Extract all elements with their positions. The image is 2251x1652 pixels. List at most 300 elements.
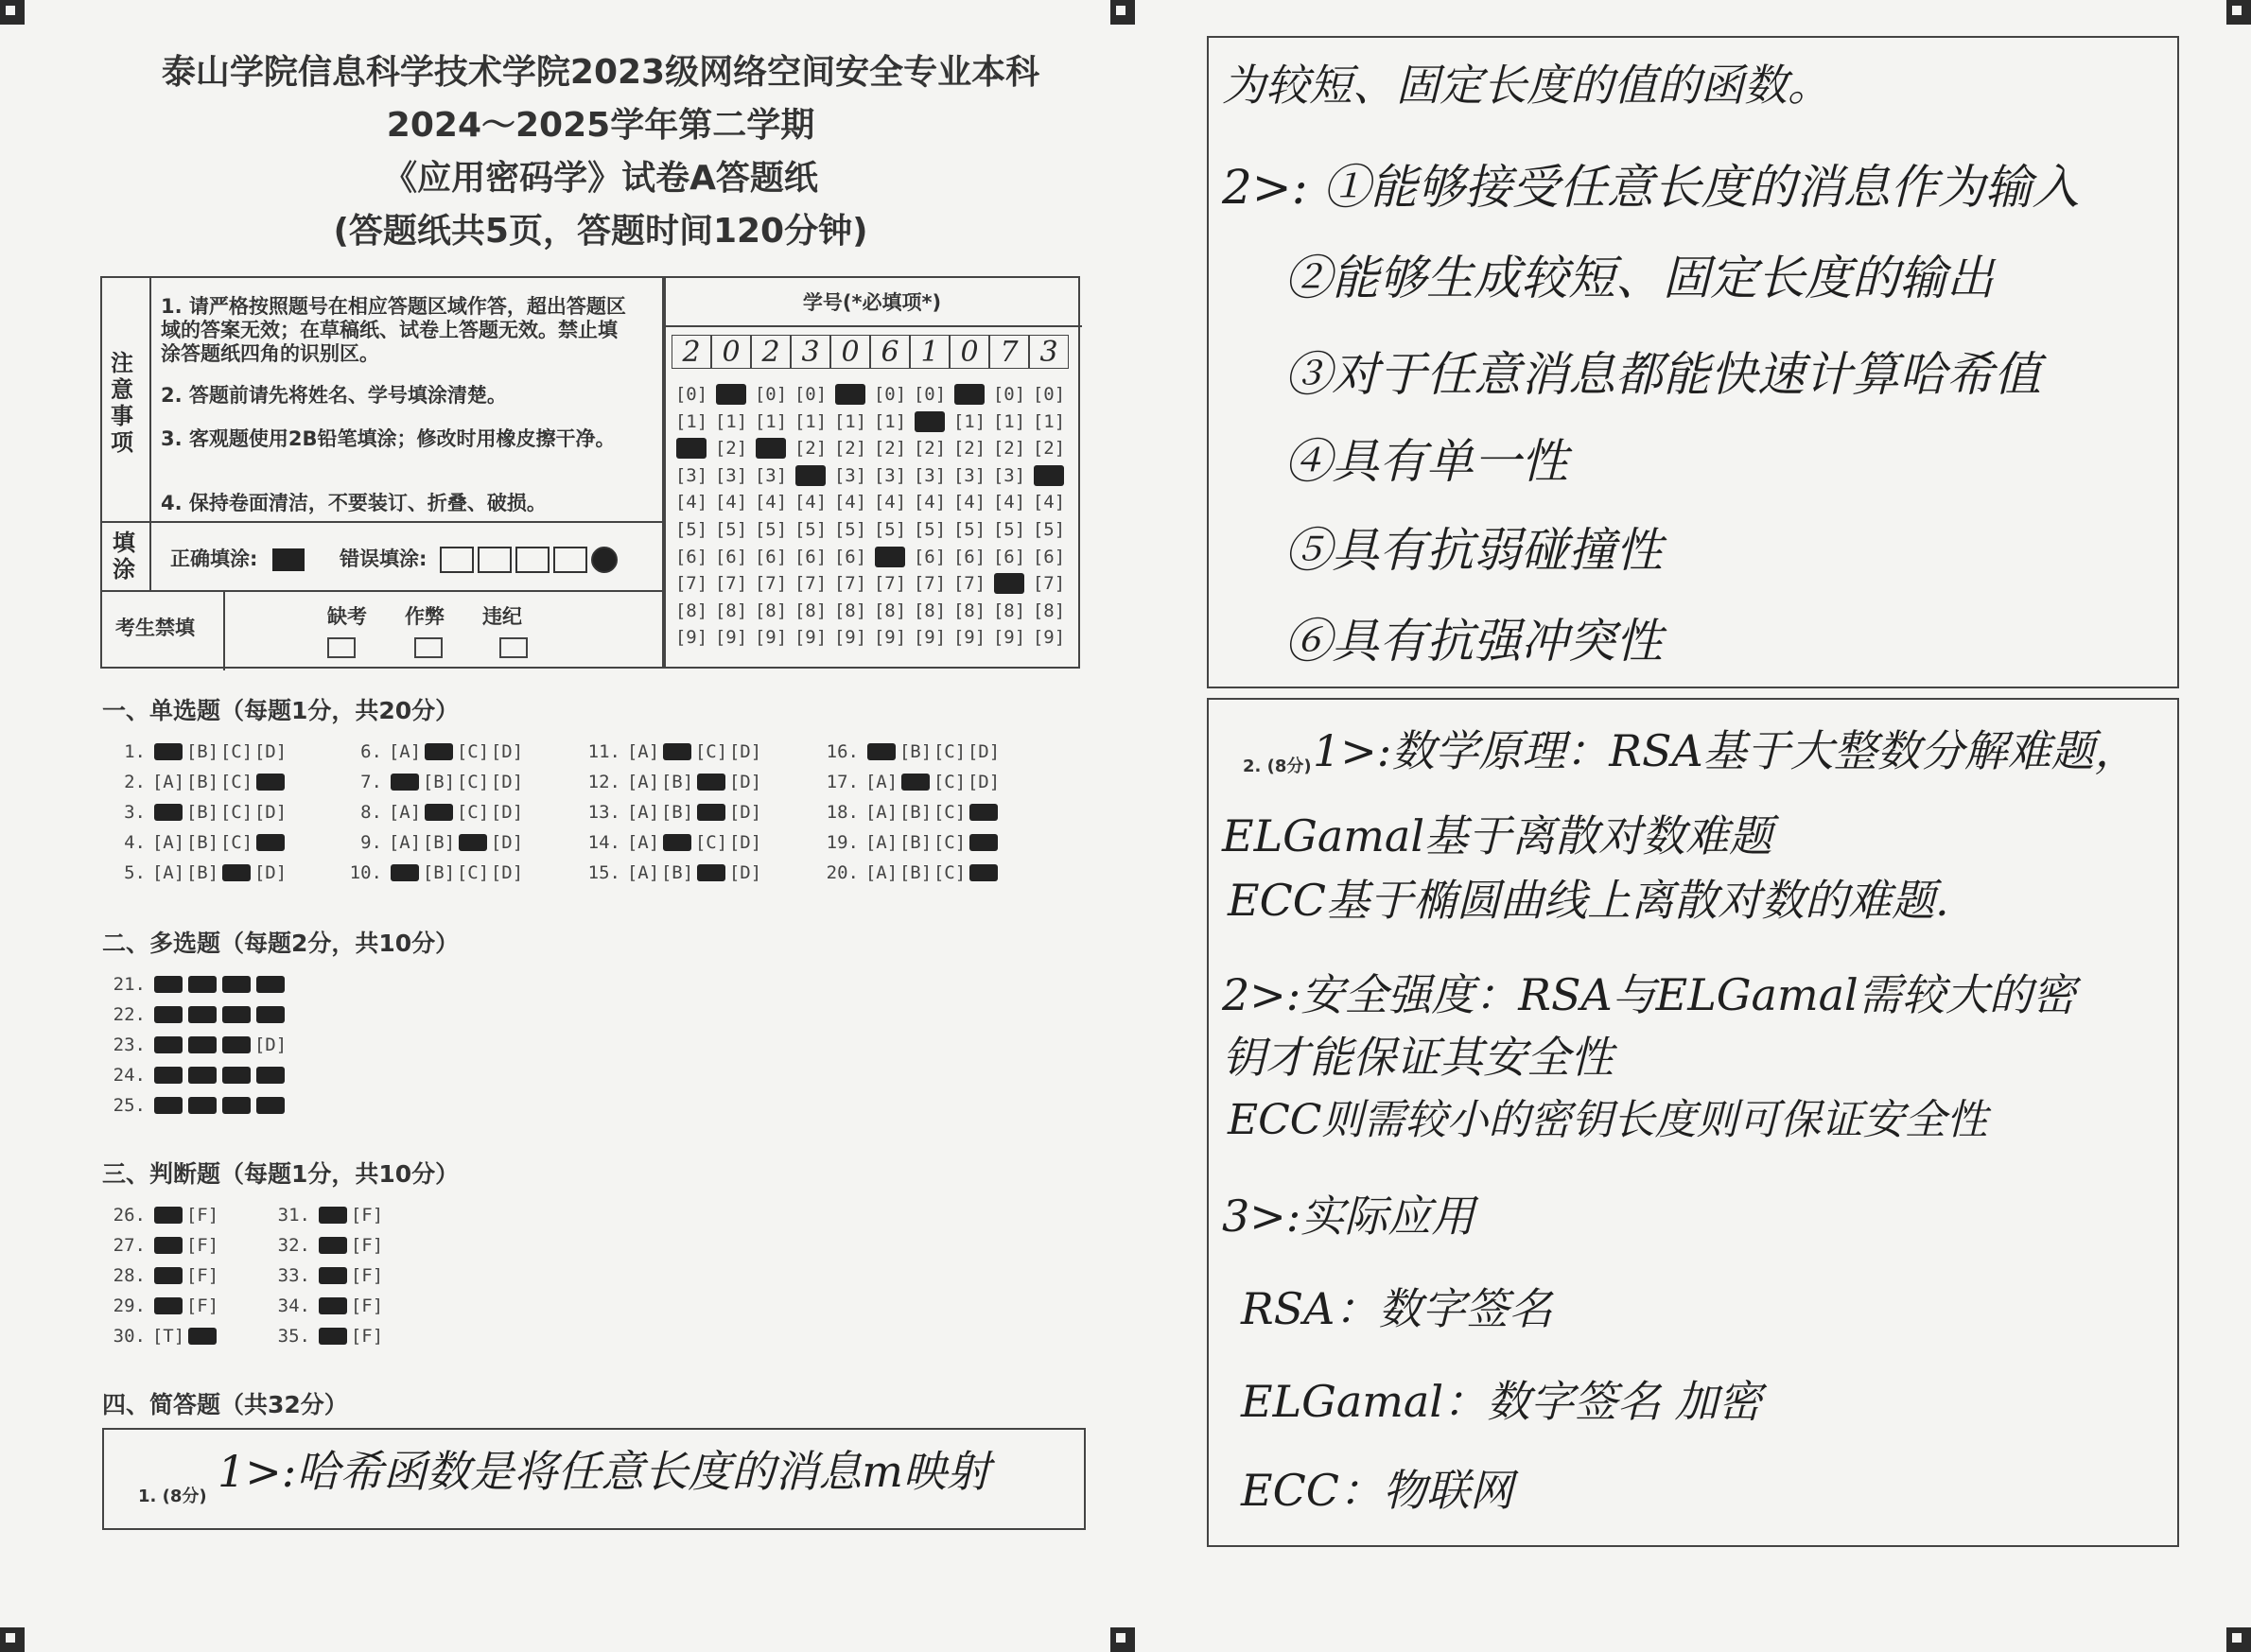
student-id-digit: 3 bbox=[1029, 335, 1069, 369]
answer-bubble-filled[interactable] bbox=[222, 976, 251, 993]
student-id-bubble[interactable]: [7] bbox=[952, 573, 986, 595]
answer-bubble[interactable]: [C] bbox=[933, 862, 967, 883]
student-id-bubble-filled[interactable] bbox=[875, 547, 905, 567]
answer-bubble[interactable]: [B] bbox=[660, 772, 694, 792]
answer-bubble-filled[interactable] bbox=[319, 1297, 347, 1314]
question-row bbox=[100, 974, 288, 995]
student-id-bubble-filled[interactable] bbox=[954, 384, 985, 405]
student-id-bubble[interactable]: [4] bbox=[714, 492, 748, 513]
answer-bubble-filled[interactable] bbox=[222, 1036, 251, 1053]
answer-bubble[interactable]: [D] bbox=[967, 772, 1001, 792]
student-id-bubble[interactable]: [0] bbox=[754, 384, 788, 405]
student-id-row bbox=[672, 438, 1069, 459]
student-id-bubble[interactable]: [5] bbox=[794, 519, 828, 540]
question-number: 20. bbox=[826, 862, 859, 883]
question-number: 33. bbox=[277, 1265, 310, 1286]
answer-bubble[interactable]: [B] bbox=[422, 772, 456, 792]
answer-bubble[interactable]: [F] bbox=[185, 1235, 219, 1256]
student-id-bubble[interactable]: [4] bbox=[754, 492, 788, 513]
q2-line-2: ELGamal基于离散对数难题 bbox=[1222, 810, 1773, 861]
corner-marker-br bbox=[2226, 1627, 2251, 1652]
answer-bubble-filled[interactable] bbox=[154, 1297, 183, 1314]
student-id-bubble[interactable]: [7] bbox=[674, 573, 708, 595]
answer-bubble[interactable]: [C] bbox=[219, 802, 253, 823]
question-row bbox=[813, 802, 1001, 823]
answer-bubble[interactable]: [A] bbox=[388, 741, 422, 762]
section-short-answer-title: 四、简答题（共32分） bbox=[102, 1391, 348, 1418]
student-id-bubble[interactable]: [6] bbox=[754, 546, 788, 567]
student-id-bubble[interactable]: [4] bbox=[873, 492, 907, 513]
answer-bubble[interactable]: [C] bbox=[456, 802, 490, 823]
student-id-bubble[interactable]: [1] bbox=[992, 410, 1026, 432]
student-id-bubble[interactable]: [0] bbox=[1032, 384, 1066, 405]
q2-line-4: 2>:安全强度：RSA与ELGamal需较大的密 bbox=[1222, 969, 2076, 1020]
answer-bubble[interactable]: [C] bbox=[933, 741, 967, 762]
notice-item-1: 1. 请严格按照题号在相应答题区域作答，超出答题区域的答案无效；在草稿纸、试卷上答题无效。禁止填涂答题纸四角的识别区。 bbox=[161, 295, 626, 365]
answer-bubble[interactable]: [C] bbox=[219, 772, 253, 792]
fill-label: 填 涂 bbox=[113, 530, 135, 583]
answer-bubble[interactable]: [A] bbox=[388, 802, 422, 823]
student-id-bubble[interactable]: [9] bbox=[794, 627, 828, 649]
answer-bubble[interactable]: [A] bbox=[626, 741, 660, 762]
answer-bubble[interactable]: [D] bbox=[253, 802, 288, 823]
answer-bubble[interactable]: [D] bbox=[728, 741, 762, 762]
answer-bubble[interactable]: [C] bbox=[456, 862, 490, 883]
student-id-bubble[interactable]: [1] bbox=[714, 410, 748, 432]
student-id-bubble-filled[interactable] bbox=[994, 573, 1024, 594]
answer-bubble[interactable]: [B] bbox=[185, 741, 219, 762]
question-row bbox=[813, 862, 1001, 883]
student-id-row bbox=[672, 519, 1069, 540]
student-id-bubble[interactable]: [1] bbox=[674, 410, 708, 432]
answer-bubble-filled[interactable] bbox=[319, 1267, 347, 1284]
answer-bubble-filled[interactable] bbox=[154, 1097, 183, 1114]
answer-bubble[interactable]: [C] bbox=[456, 741, 490, 762]
student-id-bubble[interactable]: [8] bbox=[754, 600, 788, 621]
question-number: 7. bbox=[360, 772, 382, 792]
answer-bubble[interactable]: [D] bbox=[253, 1035, 288, 1055]
student-id-bubble[interactable]: [3] bbox=[913, 464, 947, 486]
student-id-bubble[interactable]: [4] bbox=[952, 492, 986, 513]
question-row bbox=[100, 741, 288, 762]
answer-bubble[interactable]: [B] bbox=[422, 832, 456, 853]
student-id-bubble[interactable]: [3] bbox=[833, 464, 867, 486]
student-id-bubble[interactable]: [4] bbox=[1032, 492, 1066, 513]
student-id-bubble[interactable]: [9] bbox=[992, 627, 1026, 649]
student-id-bubble[interactable]: [9] bbox=[833, 627, 867, 649]
question-number: 24. bbox=[113, 1065, 146, 1086]
student-id-bubble[interactable]: [7] bbox=[754, 573, 788, 595]
answer-bubble[interactable]: [T] bbox=[151, 1326, 185, 1347]
forbid-discipline: 违纪 bbox=[482, 605, 522, 628]
answer-bubble-filled[interactable] bbox=[969, 864, 998, 881]
student-id-row bbox=[672, 492, 1069, 513]
question-number: 15. bbox=[587, 862, 620, 883]
answer-bubble-filled[interactable] bbox=[425, 743, 453, 760]
student-id-bubble[interactable]: [0] bbox=[992, 384, 1026, 405]
answer-bubble[interactable]: [D] bbox=[490, 802, 524, 823]
student-id-bubble[interactable]: [8] bbox=[794, 600, 828, 621]
student-id-bubble[interactable]: [1] bbox=[873, 410, 907, 432]
student-id-bubble[interactable]: [9] bbox=[952, 627, 986, 649]
student-id-bubble[interactable]: [4] bbox=[913, 492, 947, 513]
answer-bubble[interactable]: [B] bbox=[185, 802, 219, 823]
student-id-bubble[interactable]: [0] bbox=[794, 384, 828, 405]
student-id-bubble[interactable]: [5] bbox=[833, 519, 867, 540]
answer-bubble[interactable]: [D] bbox=[967, 741, 1001, 762]
student-id-bubble-filled[interactable] bbox=[915, 411, 945, 432]
answer-bubble[interactable]: [C] bbox=[694, 832, 728, 853]
answer-bubble[interactable]: [D] bbox=[253, 741, 288, 762]
answer-bubble[interactable]: [A] bbox=[864, 802, 899, 823]
student-id-bubble-filled[interactable] bbox=[756, 438, 786, 459]
student-id-bubble[interactable]: [9] bbox=[674, 627, 708, 649]
question-number: 28. bbox=[113, 1265, 146, 1286]
question-row bbox=[337, 772, 524, 792]
student-id-bubble[interactable]: [8] bbox=[992, 600, 1026, 621]
answer-bubble[interactable]: [B] bbox=[660, 802, 694, 823]
question-row bbox=[575, 832, 762, 853]
answer-bubble-filled[interactable] bbox=[867, 743, 896, 760]
notice-item-3: 3. 客观题使用2B铅笔填涂；修改时用橡皮擦干净。 bbox=[161, 427, 616, 450]
question-row bbox=[575, 802, 762, 823]
notice-item-4: 4. 保持卷面清洁，不要装订、折叠、破损。 bbox=[161, 492, 547, 514]
answer-bubble[interactable]: [C] bbox=[933, 802, 967, 823]
answer-bubble-filled[interactable] bbox=[222, 1097, 251, 1114]
answer-bubble-filled[interactable] bbox=[222, 864, 251, 881]
answer-bubble-filled[interactable] bbox=[154, 1237, 183, 1254]
student-id-bubble[interactable]: [8] bbox=[873, 600, 907, 621]
student-id-bubble[interactable]: [2] bbox=[952, 438, 986, 460]
student-id-bubble[interactable]: [8] bbox=[913, 600, 947, 621]
q2-line-3: ECC基于椭圆曲线上离散对数的难题. bbox=[1228, 875, 1949, 926]
answer-bubble[interactable]: [C] bbox=[219, 832, 253, 853]
answer-bubble[interactable]: [F] bbox=[185, 1265, 219, 1286]
corner-marker-tc bbox=[1110, 0, 1135, 25]
student-id-bubble[interactable]: [5] bbox=[913, 519, 947, 540]
question-row bbox=[100, 1235, 219, 1256]
forbid-cheat: 作弊 bbox=[405, 605, 445, 628]
answer-bubble[interactable]: [A] bbox=[151, 862, 185, 883]
answer-bubble-filled[interactable] bbox=[969, 834, 998, 851]
answer-bubble[interactable]: [B] bbox=[660, 862, 694, 883]
question-row bbox=[100, 1004, 288, 1025]
student-id-bubble[interactable]: [6] bbox=[714, 546, 748, 567]
student-id-bubble[interactable]: [5] bbox=[992, 519, 1026, 540]
student-id-bubble[interactable]: [7] bbox=[833, 573, 867, 595]
student-id-digit: 1 bbox=[910, 335, 950, 369]
student-id-bubble[interactable]: [3] bbox=[992, 464, 1026, 486]
student-id-bubble[interactable]: [7] bbox=[794, 573, 828, 595]
q2-line-9: ELGamal：数字签名 加密 bbox=[1241, 1376, 1762, 1427]
q2-line-6: ECC则需较小的密钥长度则可保证安全性 bbox=[1228, 1096, 1988, 1144]
student-id-bubble[interactable]: [0] bbox=[674, 384, 708, 405]
student-id-bubble[interactable]: [6] bbox=[913, 546, 947, 567]
q1-line-2: ②能够生成较短、固定长度的输出 bbox=[1284, 251, 1994, 305]
student-id-bubble[interactable]: [9] bbox=[714, 627, 748, 649]
answer-bubble-filled[interactable] bbox=[256, 774, 285, 791]
student-id-bubble-filled[interactable] bbox=[1034, 465, 1064, 486]
student-id-bubble[interactable]: [1] bbox=[833, 410, 867, 432]
answer-bubble-filled[interactable] bbox=[697, 774, 725, 791]
answer-bubble[interactable]: [D] bbox=[728, 772, 762, 792]
student-id-bubble[interactable]: [5] bbox=[952, 519, 986, 540]
student-id-row bbox=[672, 384, 1069, 405]
answer-bubble-filled[interactable] bbox=[188, 1097, 217, 1114]
student-id-bubble[interactable]: [9] bbox=[913, 627, 947, 649]
answer-bubble-filled[interactable] bbox=[697, 804, 725, 821]
student-id-bubble[interactable]: [9] bbox=[1032, 627, 1066, 649]
student-id-bubble[interactable]: [0] bbox=[913, 384, 947, 405]
corner-marker-bc bbox=[1110, 1627, 1135, 1652]
answer-bubble[interactable]: [A] bbox=[151, 832, 185, 853]
student-id-bubble-filled[interactable] bbox=[835, 384, 865, 405]
wrong-fill-label: 错误填涂: bbox=[340, 548, 428, 570]
student-id-bubble[interactable]: [5] bbox=[1032, 519, 1066, 540]
student-id-row bbox=[672, 465, 1069, 486]
question-row bbox=[575, 741, 762, 762]
student-id-bubble[interactable]: [6] bbox=[952, 546, 986, 567]
answer-bubble[interactable]: [B] bbox=[185, 772, 219, 792]
answer-bubble[interactable]: [A] bbox=[626, 802, 660, 823]
student-id-bubble[interactable]: [2] bbox=[714, 438, 748, 460]
answer-bubble[interactable]: [D] bbox=[253, 862, 288, 883]
question-row bbox=[100, 832, 288, 853]
answer-bubble-filled[interactable] bbox=[154, 1006, 183, 1023]
student-id-bubble-filled[interactable] bbox=[716, 384, 746, 405]
question-number: 6. bbox=[360, 741, 382, 762]
answer-bubble-filled[interactable] bbox=[391, 864, 419, 881]
question-number: 13. bbox=[587, 802, 620, 823]
student-id-bubble[interactable]: [6] bbox=[794, 546, 828, 567]
q1-cont: 为较短、固定长度的值的函数。 bbox=[1222, 60, 1831, 111]
answer-bubble-filled[interactable] bbox=[154, 1036, 183, 1053]
student-id-bubble[interactable]: [2] bbox=[913, 438, 947, 460]
question-row bbox=[575, 862, 762, 883]
answer-bubble-filled[interactable] bbox=[391, 774, 419, 791]
answer-bubble[interactable]: [A] bbox=[388, 832, 422, 853]
student-id-box bbox=[664, 276, 1080, 669]
answer-bubble-filled[interactable] bbox=[154, 1067, 183, 1084]
student-id-bubble[interactable]: [4] bbox=[992, 492, 1026, 513]
student-id-bubble[interactable]: [8] bbox=[833, 600, 867, 621]
question-number: 27. bbox=[113, 1235, 146, 1256]
answer-bubble[interactable]: [F] bbox=[350, 1205, 384, 1226]
answer-bubble[interactable]: [C] bbox=[219, 741, 253, 762]
question-number: 22. bbox=[113, 1004, 146, 1025]
answer-bubble-filled[interactable] bbox=[697, 864, 725, 881]
answer-bubble-filled[interactable] bbox=[154, 1207, 183, 1224]
answer-bubble-filled[interactable] bbox=[901, 774, 930, 791]
answer-bubble[interactable]: [A] bbox=[151, 772, 185, 792]
answer-bubble[interactable]: [D] bbox=[728, 832, 762, 853]
answer-bubble-filled[interactable] bbox=[319, 1328, 347, 1345]
student-id-bubble[interactable]: [8] bbox=[952, 600, 986, 621]
corner-marker-tr bbox=[2226, 0, 2251, 25]
student-id-bubble[interactable]: [2] bbox=[992, 438, 1026, 460]
answer-bubble-filled[interactable] bbox=[319, 1237, 347, 1254]
answer-bubble[interactable]: [D] bbox=[490, 832, 524, 853]
answer-bubble-filled[interactable] bbox=[154, 1267, 183, 1284]
student-id-bubble[interactable]: [4] bbox=[674, 492, 708, 513]
student-id-bubble[interactable]: [8] bbox=[1032, 600, 1066, 621]
question-number: 12. bbox=[587, 772, 620, 792]
student-id-bubble[interactable]: [6] bbox=[833, 546, 867, 567]
question-number: 23. bbox=[113, 1035, 146, 1055]
student-id-bubble[interactable]: [2] bbox=[794, 438, 828, 460]
answer-bubble-filled[interactable] bbox=[319, 1207, 347, 1224]
answer-bubble-filled[interactable] bbox=[154, 743, 183, 760]
student-id-digit: 0 bbox=[711, 335, 751, 369]
student-id-bubble[interactable]: [5] bbox=[754, 519, 788, 540]
student-id-bubble[interactable]: [3] bbox=[873, 464, 907, 486]
student-id-bubble[interactable]: [7] bbox=[1032, 573, 1066, 595]
question-row bbox=[100, 1265, 219, 1286]
answer-bubble-filled[interactable] bbox=[256, 1006, 285, 1023]
answer-bubble-filled[interactable] bbox=[256, 976, 285, 993]
answer-bubble[interactable]: [A] bbox=[864, 862, 899, 883]
student-id-bubble[interactable]: [2] bbox=[873, 438, 907, 460]
answer-bubble[interactable]: [D] bbox=[490, 741, 524, 762]
student-id-bubble[interactable]: [3] bbox=[754, 464, 788, 486]
answer-bubble-filled[interactable] bbox=[425, 804, 453, 821]
answer-bubble-filled[interactable] bbox=[188, 976, 217, 993]
correct-fill-sample bbox=[272, 548, 305, 571]
question-number: 25. bbox=[113, 1095, 146, 1116]
question-number: 8. bbox=[360, 802, 382, 823]
answer-bubble[interactable]: [B] bbox=[899, 862, 933, 883]
question-number: 29. bbox=[113, 1296, 146, 1316]
forbid-absent-checkbox[interactable] bbox=[327, 637, 356, 658]
answer-bubble[interactable]: [A] bbox=[626, 772, 660, 792]
student-id-bubble[interactable]: [7] bbox=[913, 573, 947, 595]
student-id-bubble[interactable]: [6] bbox=[992, 546, 1026, 567]
student-id-bubble[interactable]: [2] bbox=[1032, 438, 1066, 460]
student-id-bubble[interactable]: [6] bbox=[1032, 546, 1066, 567]
question-row bbox=[100, 1065, 288, 1086]
student-id-bubble[interactable]: [9] bbox=[754, 627, 788, 649]
answer-bubble[interactable]: [F] bbox=[350, 1296, 384, 1316]
answer-bubble[interactable]: [C] bbox=[933, 832, 967, 853]
student-id-bubble[interactable]: [5] bbox=[873, 519, 907, 540]
answer-bubble[interactable]: [F] bbox=[185, 1205, 219, 1226]
student-id-row bbox=[672, 411, 1069, 432]
answer-bubble-filled[interactable] bbox=[459, 834, 487, 851]
answer-bubble[interactable]: [F] bbox=[350, 1326, 384, 1347]
answer-bubble[interactable]: [A] bbox=[864, 832, 899, 853]
student-id-bubble[interactable]: [7] bbox=[873, 573, 907, 595]
student-id-bubble[interactable]: [4] bbox=[794, 492, 828, 513]
question-number: 10. bbox=[349, 862, 382, 883]
answer-bubble[interactable]: [D] bbox=[490, 862, 524, 883]
student-id-bubble[interactable]: [8] bbox=[674, 600, 708, 621]
student-id-bubble-filled[interactable] bbox=[795, 465, 826, 486]
answer-bubble[interactable]: [D] bbox=[490, 772, 524, 792]
answer-bubble-filled[interactable] bbox=[222, 1006, 251, 1023]
answer-bubble-filled[interactable] bbox=[154, 804, 183, 821]
student-id-bubble[interactable]: [1] bbox=[794, 410, 828, 432]
answer-bubble[interactable]: [F] bbox=[185, 1296, 219, 1316]
answer-bubble[interactable]: [A] bbox=[864, 772, 899, 792]
student-id-bubble[interactable]: [0] bbox=[873, 384, 907, 405]
student-id-bubble[interactable]: [9] bbox=[873, 627, 907, 649]
question-row bbox=[265, 1326, 384, 1347]
answer-bubble-filled[interactable] bbox=[222, 1067, 251, 1084]
student-id-bubble[interactable]: [6] bbox=[674, 546, 708, 567]
student-id-label: 学号(*必填项*) bbox=[802, 291, 942, 314]
answer-bubble[interactable]: [A] bbox=[626, 832, 660, 853]
question-number: 5. bbox=[124, 862, 146, 883]
answer-bubble[interactable]: [D] bbox=[728, 862, 762, 883]
student-id-bubble[interactable]: [2] bbox=[833, 438, 867, 460]
answer-bubble[interactable]: [F] bbox=[350, 1265, 384, 1286]
student-id-bubble[interactable]: [1] bbox=[952, 410, 986, 432]
q1-answer-box-right bbox=[1207, 36, 2179, 688]
answer-bubble[interactable]: [B] bbox=[899, 832, 933, 853]
q2-label: 2. (8分) bbox=[1243, 756, 1312, 776]
answer-bubble-filled[interactable] bbox=[154, 976, 183, 993]
student-id-bubble[interactable]: [3] bbox=[674, 464, 708, 486]
question-number: 1. bbox=[124, 741, 146, 762]
answer-bubble-filled[interactable] bbox=[663, 743, 691, 760]
answer-bubble[interactable]: [B] bbox=[422, 862, 456, 883]
answer-bubble-filled[interactable] bbox=[256, 1097, 285, 1114]
student-id-bubble[interactable]: [3] bbox=[714, 464, 748, 486]
q2-line-10: ECC：物联网 bbox=[1241, 1465, 1513, 1516]
forbid-label: 考生禁填 bbox=[115, 617, 195, 639]
question-row bbox=[100, 1326, 219, 1347]
student-id-bubble[interactable]: [7] bbox=[714, 573, 748, 595]
question-number: 32. bbox=[277, 1235, 310, 1256]
answer-bubble[interactable]: [F] bbox=[350, 1235, 384, 1256]
answer-bubble[interactable]: [B] bbox=[899, 802, 933, 823]
student-id-bubble-filled[interactable] bbox=[676, 438, 707, 459]
student-id-row bbox=[672, 627, 1069, 648]
answer-bubble-filled[interactable] bbox=[256, 834, 285, 851]
answer-bubble[interactable]: [C] bbox=[694, 741, 728, 762]
forbid-cheat-checkbox[interactable] bbox=[414, 637, 443, 658]
answer-bubble-filled[interactable] bbox=[663, 834, 691, 851]
answer-bubble-filled[interactable] bbox=[188, 1067, 217, 1084]
section-single-choice-title: 一、单选题（每题1分，共20分） bbox=[102, 697, 460, 724]
question-row bbox=[100, 802, 288, 823]
answer-bubble[interactable]: [A] bbox=[626, 862, 660, 883]
section-multi-choice-title: 二、多选题（每题2分，共10分） bbox=[102, 930, 460, 957]
answer-bubble[interactable]: [C] bbox=[933, 772, 967, 792]
answer-bubble[interactable]: [B] bbox=[185, 832, 219, 853]
answer-bubble-filled[interactable] bbox=[188, 1006, 217, 1023]
answer-bubble-filled[interactable] bbox=[969, 804, 998, 821]
answer-bubble[interactable]: [B] bbox=[185, 862, 219, 883]
forbid-discipline-checkbox[interactable] bbox=[499, 637, 528, 658]
answer-bubble[interactable]: [C] bbox=[456, 772, 490, 792]
student-id-bubble[interactable]: [1] bbox=[754, 410, 788, 432]
answer-bubble-filled[interactable] bbox=[188, 1036, 217, 1053]
student-id-bubble[interactable]: [5] bbox=[714, 519, 748, 540]
question-row bbox=[337, 741, 524, 762]
student-id-bubble[interactable]: [1] bbox=[1032, 410, 1066, 432]
answer-bubble-filled[interactable] bbox=[256, 1067, 285, 1084]
student-id-bubble[interactable]: [5] bbox=[674, 519, 708, 540]
answer-bubble[interactable]: [D] bbox=[728, 802, 762, 823]
question-number: 14. bbox=[587, 832, 620, 853]
answer-bubble-filled[interactable] bbox=[188, 1328, 217, 1345]
answer-bubble[interactable]: [B] bbox=[899, 741, 933, 762]
student-id-bubble[interactable]: [3] bbox=[952, 464, 986, 486]
student-id-bubble[interactable]: [8] bbox=[714, 600, 748, 621]
student-id-bubble[interactable]: [4] bbox=[833, 492, 867, 513]
question-number: 35. bbox=[277, 1326, 310, 1347]
